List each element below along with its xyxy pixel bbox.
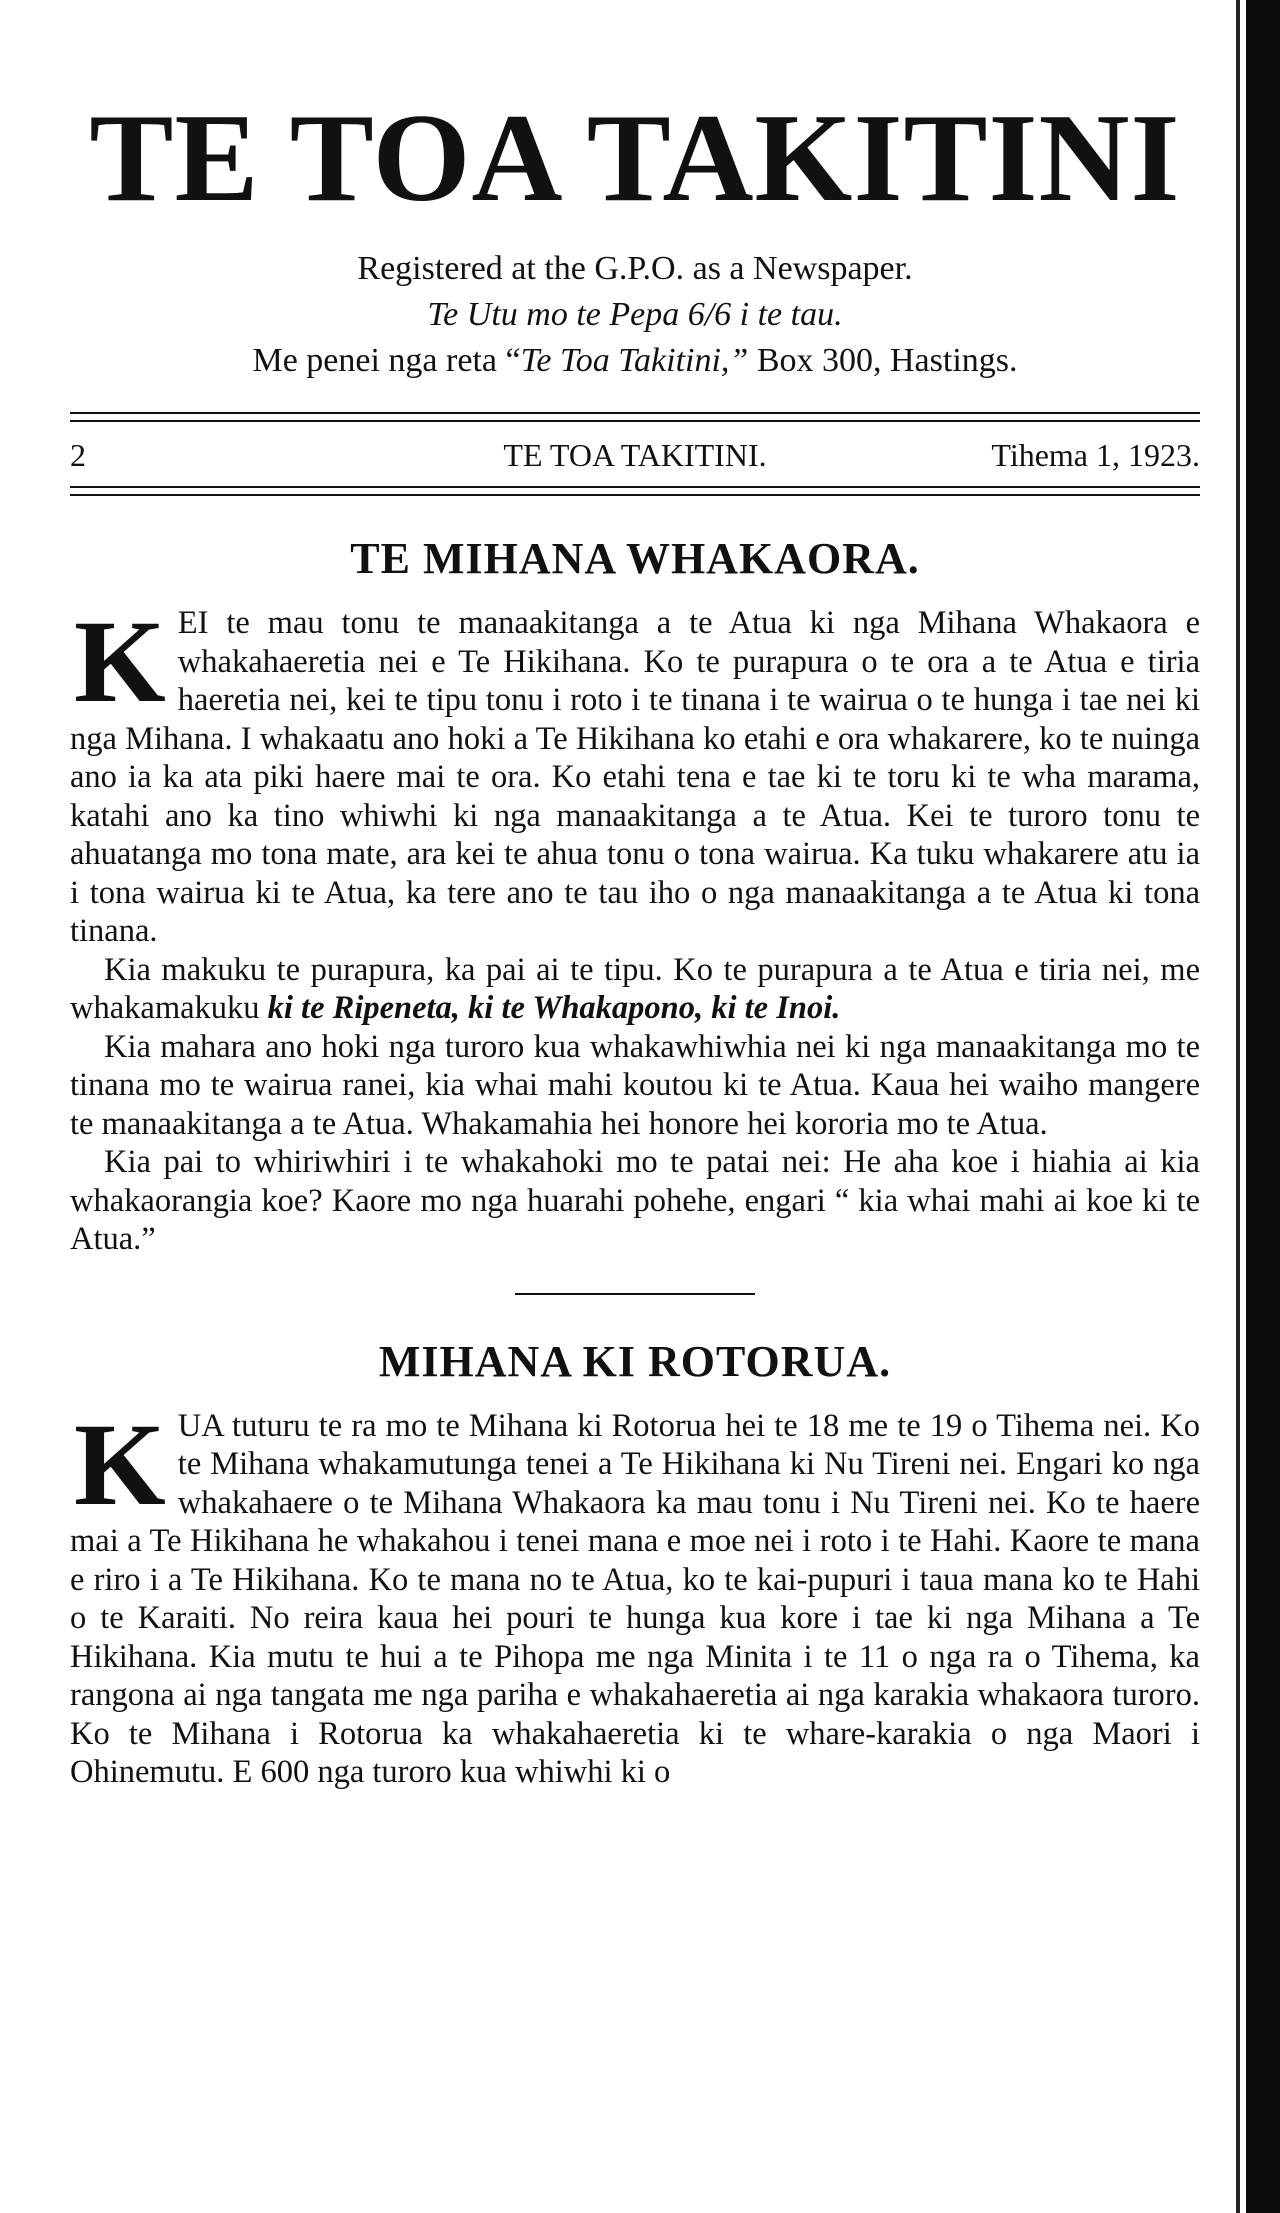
folio-line xyxy=(70,428,1200,482)
article-body xyxy=(70,1398,1200,1792)
drop-cap: K xyxy=(74,596,166,727)
price-line: Te Utu mo te Pepa 6/6 i te tau. xyxy=(427,296,843,333)
article-paragraph xyxy=(70,1398,1200,1792)
address-suffix: Box 300, Hastings. xyxy=(748,342,1018,379)
article-title: TE MIHANA WHAKAORA. xyxy=(350,534,920,583)
registration-line: Registered at the G.P.O. as a Newspaper. xyxy=(357,250,913,287)
paragraph-text: Kia makuku te purapura, ka pai ai te tipu. Ko te purapura a te Atua e tiria nei, me whakamakuku xyxy=(70,951,1200,1026)
article-paragraph: Kia pai to whiriwhiri i te whakahoki mo te patai nei: He aha koe i hiahia ai kia whakaorangia koe? Kaore mo nga huarahi pohehe, engari “ kia whai mahi ai koe ki te Atua.” xyxy=(70,1144,1200,1257)
page-content xyxy=(70,0,1200,1792)
article-body xyxy=(70,596,1200,1259)
masthead-title: TE TOA TAKITINI xyxy=(89,89,1181,228)
article-mihana-whakaora xyxy=(70,532,1200,1259)
drop-cap: K xyxy=(74,1398,166,1530)
paragraph-text: EI te mau tonu te manaakitanga a te Atua ki nga Mihana Whakaora e whakahaeretia nei e Te Hikihana. Ko te purapura o te ora a te Atua e tiria haeretia nei, kei te tipu tonu i roto i te tinana i te wairua o te hunga i tae nei ki nga Mihana. I whakaatu ano hoki a Te Hikihana ko etahi e ora whakarere, ko te nuinga ano ia ka ata piki haere mai te ora. Ko etahi tena e tae ki te toru ki te wha marama, katahi ano ka tino whiwhi ki nga manaakitanga a te Atua. Kei te turoro tonu te ahuatanga mo tona mate, ara kei te ahua tonu o tona wairua. Ka tuku whakarere atu ia i tona wairua ki te Atua, ka tere ano te tau iho o nga manaakitanga a te Atua ki tona tinana. xyxy=(70,605,1200,949)
article-paragraph: Kia mahara ano hoki nga turoro kua whakawhiwhia nei ki nga manaakitanga mo te tinana mo te wairua ranei, kia whai mahi koutou ki te Atua. Kaua hei waiho mangere te manaakitanga a te Atua. Whakamahia hei honore hei kororia mo te Atua. xyxy=(70,1028,1200,1142)
article-mihana-rotorua xyxy=(70,1335,1200,1792)
article-separator xyxy=(515,1293,755,1295)
folio-paper-name: TE TOA TAKITINI. xyxy=(503,437,767,473)
page-number: 2 xyxy=(70,437,86,473)
paragraph-emphasis: ki te Ripeneta, ki te Whakapono, ki te Inoi. xyxy=(267,990,841,1026)
folio-rule xyxy=(70,486,1200,496)
article-paragraph xyxy=(70,951,1200,1028)
paragraph-text: UA tuturu te ra mo te Mihana ki Rotorua hei te 18 me te 19 o Tihema nei. Ko te Mihana whakamutunga tenei a Te Hikihana ki Nu Tireni nei. Engari ko nga whakahaere o te Mihana Whakaora ka mau tonu i Nu Tireni nei. Ko te haere mai a Te Hikihana he whakahou i tenei mana e moe nei i roto i te Hahi. Kaore te mana e riro i a Te Hikihana. Ko te mana no te Atua, ko te kai-pupuri i taua mana ko te Hahi o te Karaiti. No reira kaua hei pouri te hunga kua kore i tae ki nga Mihana a Te Hikihana. Kia mutu te hui a te Pihopa me nga Minita i te 11 o nga ra o Tihema, ka rangona ai nga tangata me nga pariha e whakahaeretia ai nga karakia whakaora turoro. Ko te Mihana i Rotorua ka whakahaeretia ki te whare-karakia o nga Maori i Ohinemutu. E 600 nga turoro kua whiwhi ki o xyxy=(70,1407,1200,1790)
masthead xyxy=(70,0,1200,384)
address-paper-name: Te Toa Takitini,” xyxy=(520,342,749,379)
article-title: MIHANA KI ROTORUA. xyxy=(378,1336,892,1386)
page-binding-edge xyxy=(1246,0,1280,2213)
address-line xyxy=(70,338,1200,384)
masthead-rule xyxy=(70,412,1200,422)
article-paragraph xyxy=(70,596,1200,951)
address-prefix: Me penei nga reta “ xyxy=(252,342,521,379)
issue-date: Tihema 1, 1923. xyxy=(991,437,1200,473)
